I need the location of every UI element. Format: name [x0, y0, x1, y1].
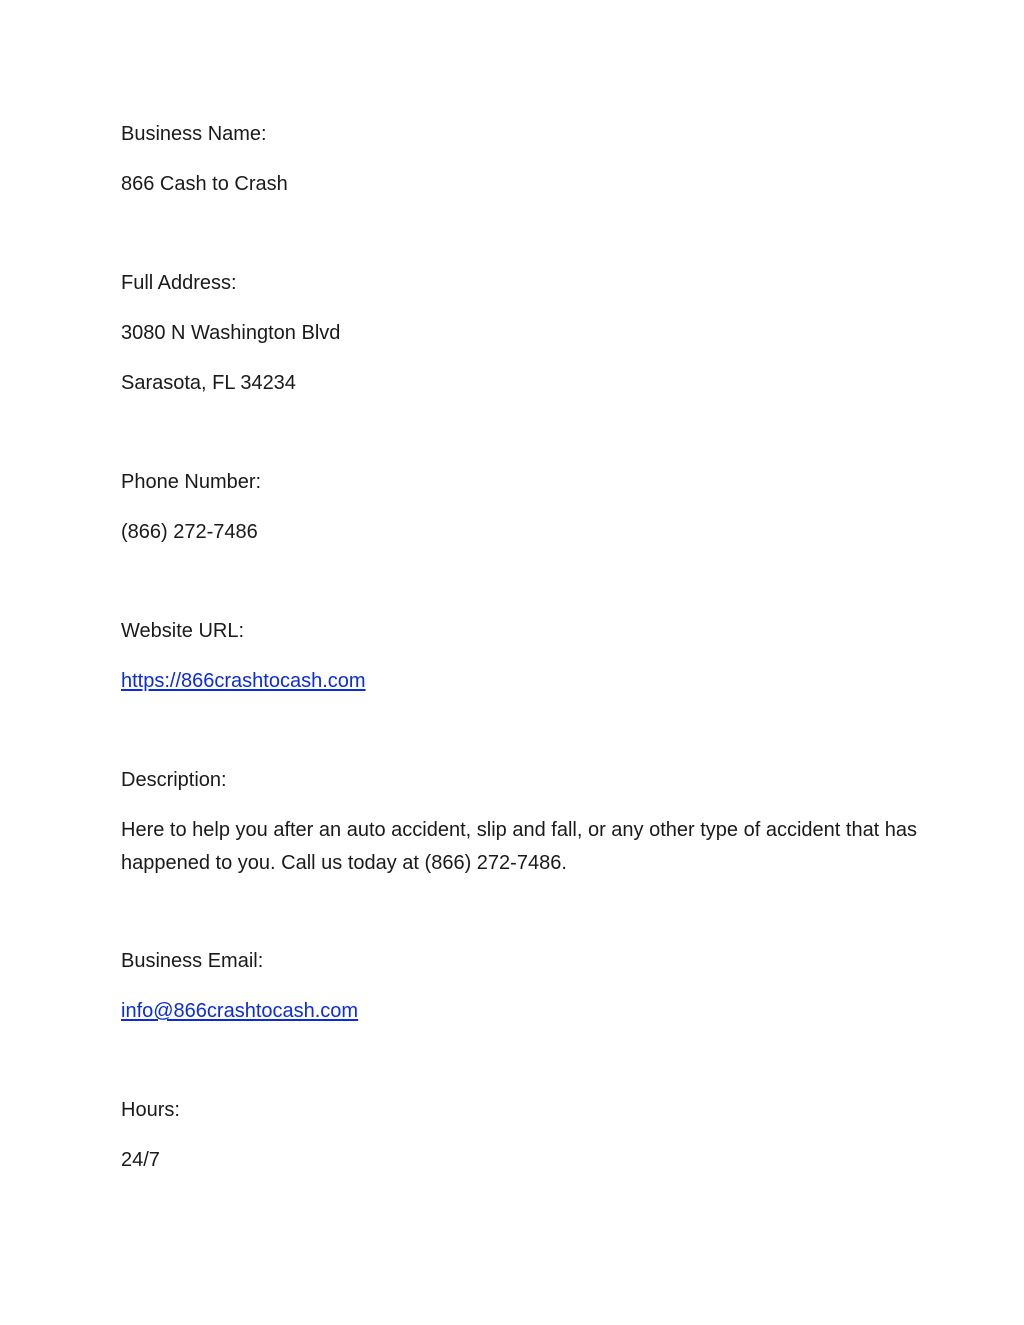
hours-value: 24/7: [121, 1149, 160, 1171]
business-name-label: Business Name:: [121, 123, 267, 145]
website-link[interactable]: https://866crashtocash.com: [121, 670, 366, 692]
email-line: [121, 995, 358, 1028]
hours-label: Hours:: [121, 1099, 180, 1121]
description-text: Here to help you after an auto accident, slip and fall, or any other type of accident that has happened to you. Call us today at (866) 272-7486.: [121, 819, 918, 874]
business-name-value: 866 Cash to Crash: [121, 173, 288, 195]
phone-label: Phone Number:: [121, 471, 262, 493]
description-label: Description:: [121, 769, 227, 791]
email-link[interactable]: info@866crashtocash.com: [121, 1000, 359, 1022]
phone-value: (866) 272-7486: [121, 521, 258, 543]
address-line-1: 3080 N Washington Blvd: [121, 322, 341, 344]
address-line-2: Sarasota, FL 34234: [121, 372, 296, 394]
website-label: Website URL:: [121, 620, 245, 642]
address-label: Full Address:: [121, 272, 237, 294]
website-line: [121, 665, 366, 698]
email-label: Business Email:: [121, 950, 264, 972]
